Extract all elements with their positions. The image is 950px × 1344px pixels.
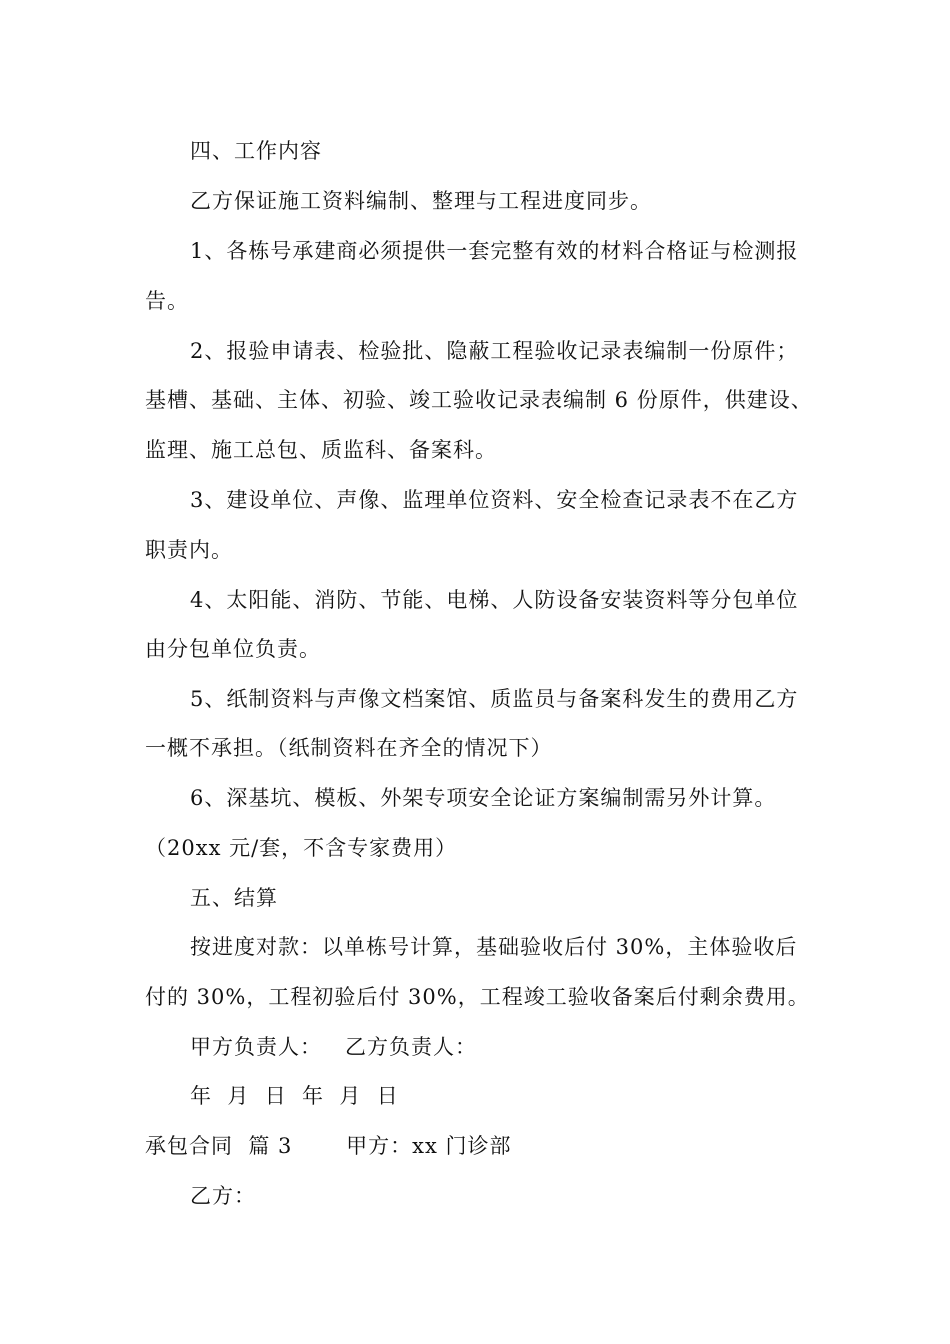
paragraph-line: 监理、施工总包、质监科、备案科。 [145, 438, 497, 462]
paragraph-line: 按进度对款：以单栋号计算，基础验收后付 30%，主体验收后 [190, 935, 798, 959]
paragraph-line: 付的 30%，工程初验后付 30%，工程竣工验收备案后付剩余费用。 [145, 985, 810, 1009]
paragraph-line: 告。 [145, 289, 189, 313]
paragraph-line: 6、深基坑、模板、外架专项安全论证方案编制需另外计算。 [190, 786, 777, 810]
party-b-line: 乙方： [190, 1184, 256, 1208]
paragraph-line: 职责内。 [145, 538, 233, 562]
signature-line: 甲方负责人： 乙方负责人： [190, 1035, 478, 1059]
contract-title-line: 承包合同 篇 3 甲方：xx 门诊部 [145, 1134, 512, 1158]
date-line: 年 月 日 年 月 日 [190, 1084, 399, 1108]
paragraph-line: 2、报验申请表、检验批、隐蔽工程验收记录表编制一份原件； [190, 339, 799, 363]
section-heading-work-content: 四、工作内容 [190, 139, 322, 163]
paragraph-line: 4、太阳能、消防、节能、电梯、人防设备安装资料等分包单位 [190, 588, 799, 612]
paragraph-line: 乙方保证施工资料编制、整理与工程进度同步。 [190, 189, 652, 213]
paragraph-line: 一概不承担。（纸制资料在齐全的情况下） [145, 736, 553, 760]
paragraph-line: 由分包单位负责。 [145, 637, 321, 661]
paragraph-line: （20xx 元/套，不含专家费用） [145, 836, 458, 860]
paragraph-line: 3、建设单位、声像、监理单位资料、安全检查记录表不在乙方 [190, 488, 799, 512]
paragraph-line: 基槽、基础、主体、初验、竣工验收记录表编制 6 份原件，供建设、 [145, 388, 813, 412]
paragraph-line: 5、纸制资料与声像文档案馆、质监员与备案科发生的费用乙方 [190, 687, 799, 711]
section-heading-settlement: 五、结算 [190, 886, 278, 910]
paragraph-line: 1、各栋号承建商必须提供一套完整有效的材料合格证与检测报 [190, 239, 799, 263]
